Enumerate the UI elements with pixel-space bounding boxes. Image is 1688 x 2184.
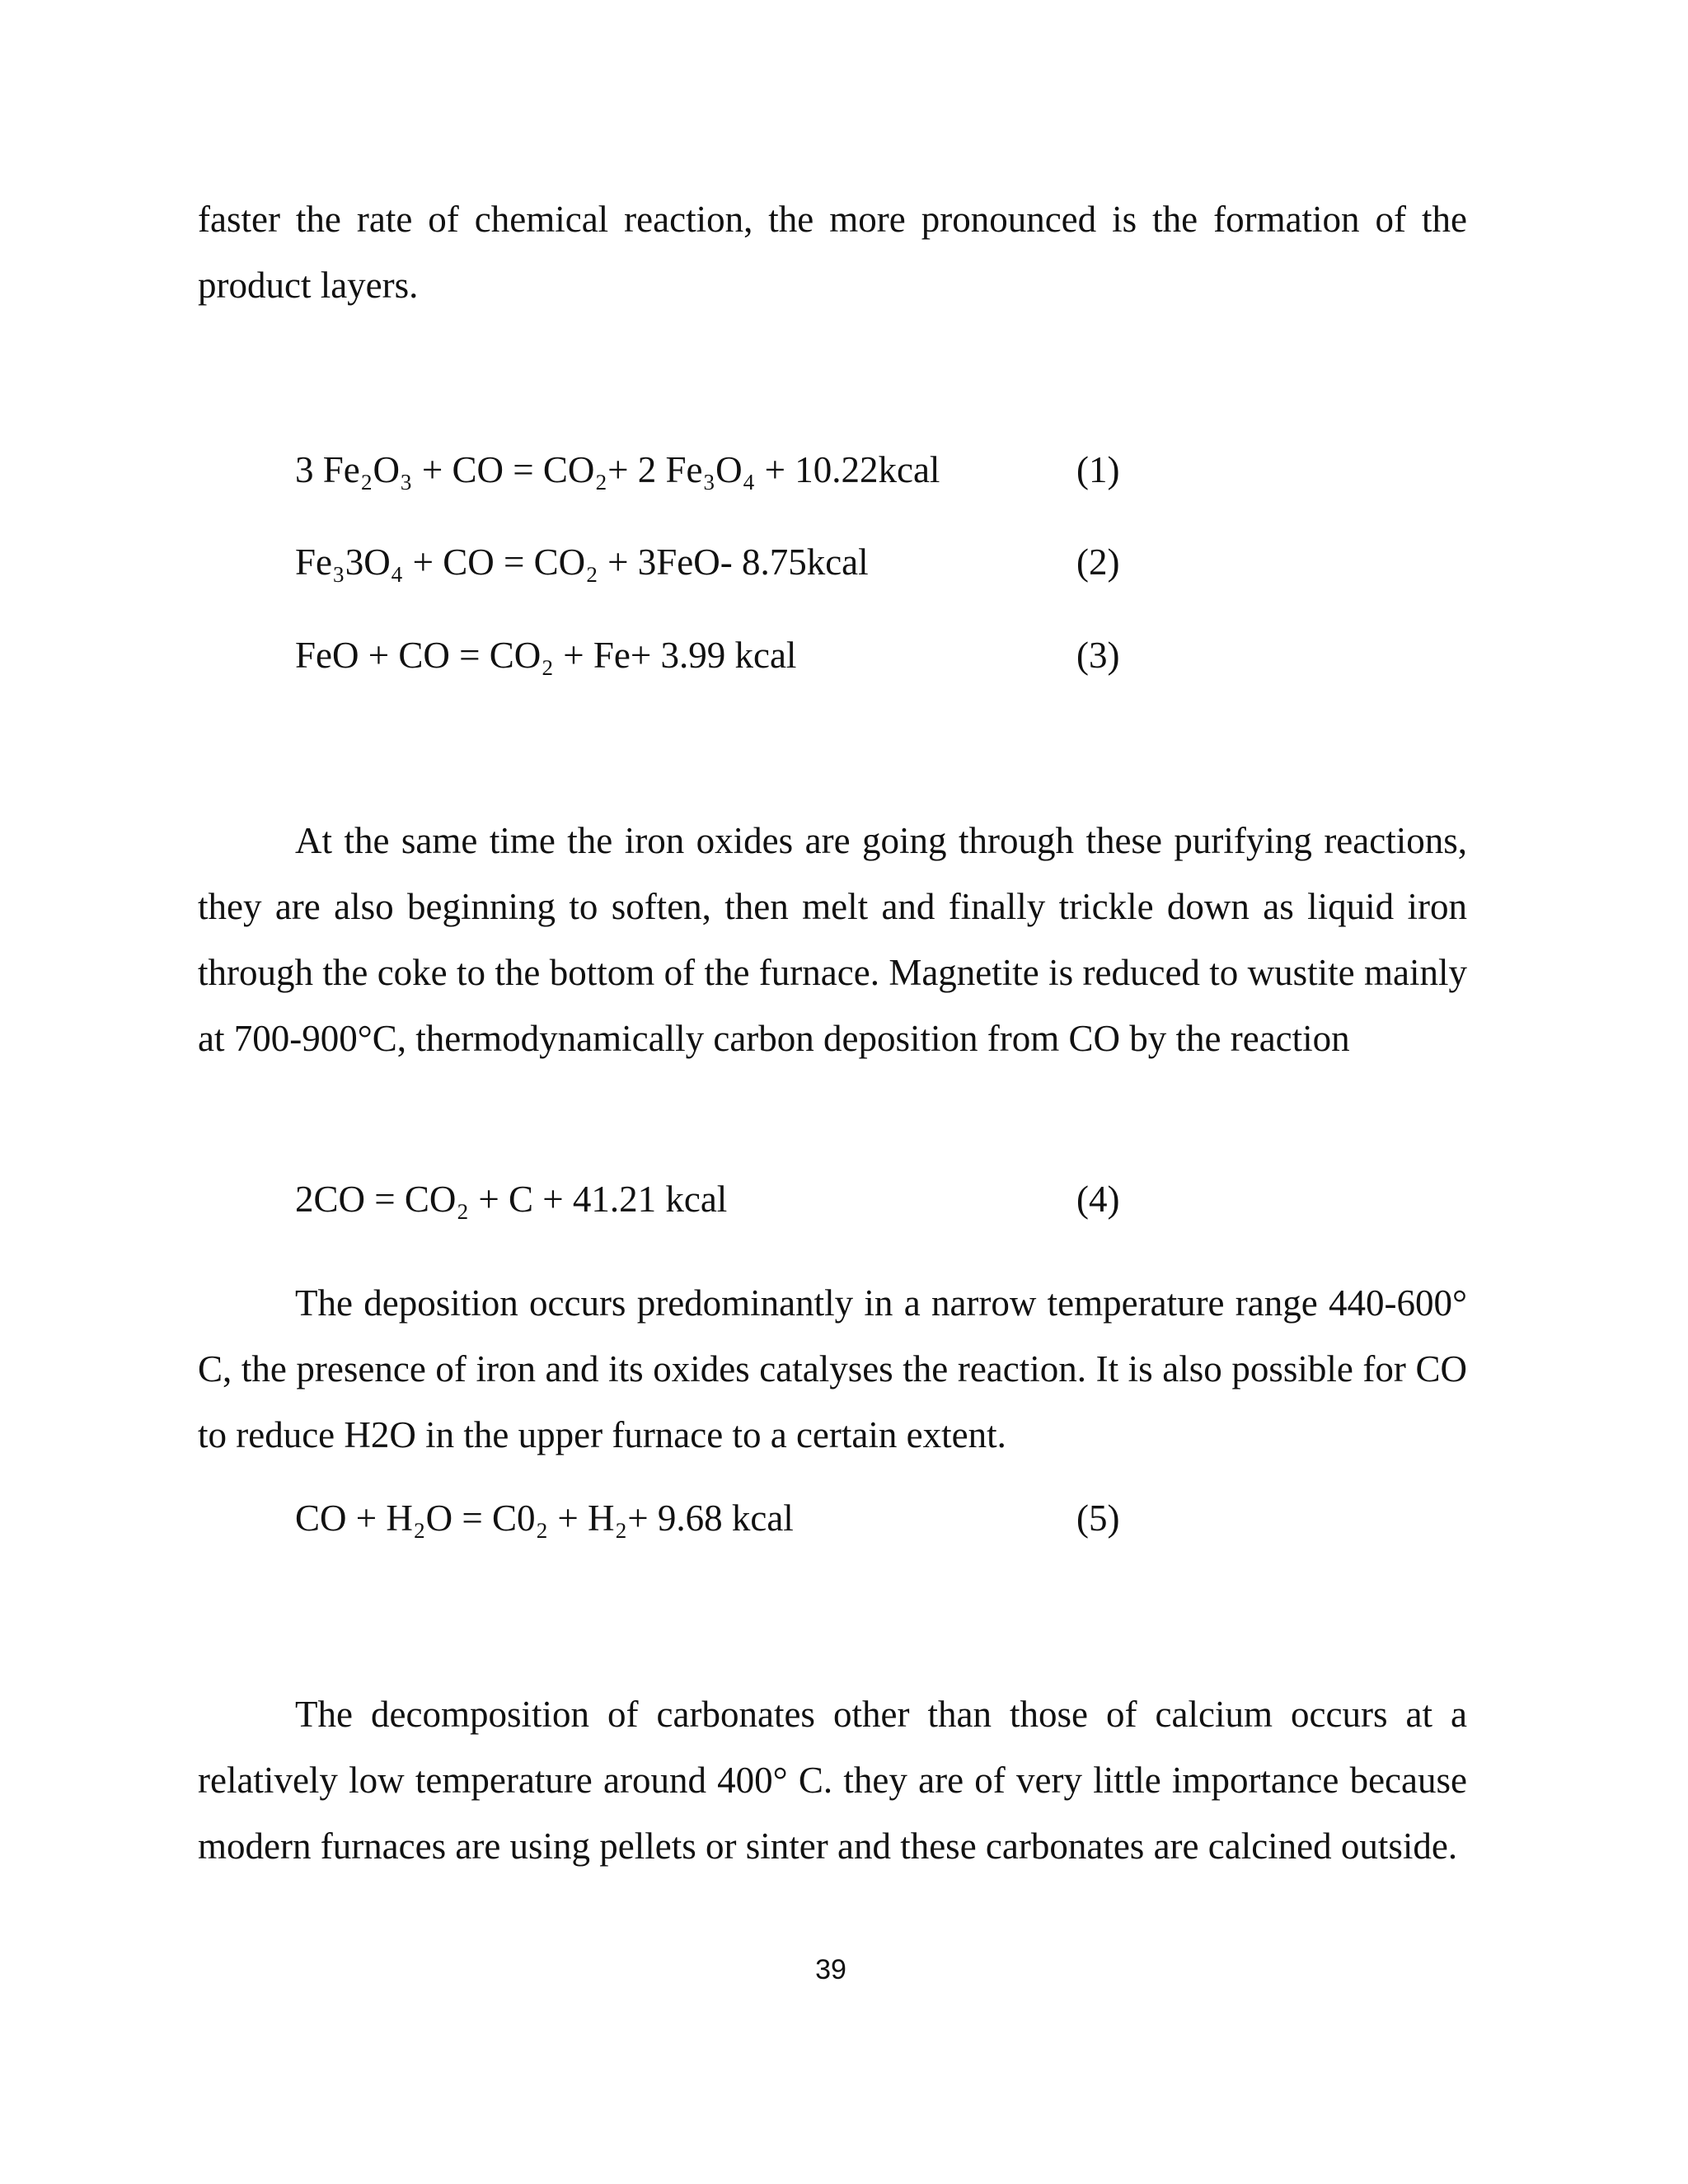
equation-3-number: (3) <box>1076 635 1120 676</box>
equation-5-number: (5) <box>1076 1497 1120 1539</box>
equation-3-text: FeO + CO = CO₂ + Fe+ 3.99 kcal <box>295 635 797 676</box>
equation-4 <box>295 1174 1169 1224</box>
equation-4-text: 2CO = CO₂ + C + 41.21 kcal <box>295 1179 728 1220</box>
paragraph-carbonates: The decomposition of carbonates other than those of calcium occurs at a relatively low temperature around 400° C. they are of very little importance because modern furnaces are using pellets or sinter and these carbonates are calcined outside. <box>198 1694 1467 1867</box>
equation-4-number: (4) <box>1076 1179 1120 1220</box>
equation-5-text: CO + H₂O = C0₂ + H₂+ 9.68 kcal <box>295 1497 794 1539</box>
equation-5 <box>295 1493 1169 1543</box>
paragraph-product-layers: faster the rate of chemical reaction, the more pronounced is the formation of the product layers. <box>198 199 1467 306</box>
equation-1 <box>295 445 1169 494</box>
equation-1-text: 3 Fe₂O₃ + CO = CO₂+ 2 Fe₃O₄ + 10.22kcal <box>295 449 940 490</box>
equation-2 <box>295 537 1169 587</box>
paragraph-iron-oxides: At the same time the iron oxides are going through these purifying reactions, they are also beginning to soften, then melt and finally trickle down as liquid iron through the coke to the bottom of the furnace. Magnetite is reduced to wustite mainly at 700-900°C, thermodynamically carbon deposition from CO by the reaction <box>198 820 1467 1059</box>
equation-3 <box>295 630 1169 680</box>
page-number: 39 <box>815 1954 846 1985</box>
equation-2-text: Fe₃3O₄ + CO = CO₂ + 3FeO- 8.75kcal <box>295 541 869 583</box>
equation-2-number: (2) <box>1076 541 1120 583</box>
paragraph-deposition: The deposition occurs predominantly in a narrow temperature range 440-600° C, the presence of iron and its oxides catalyses the reaction. It is also possible for CO to reduce H2O in the upper furnace to a certain extent. <box>198 1282 1467 1455</box>
equation-1-number: (1) <box>1076 449 1120 490</box>
